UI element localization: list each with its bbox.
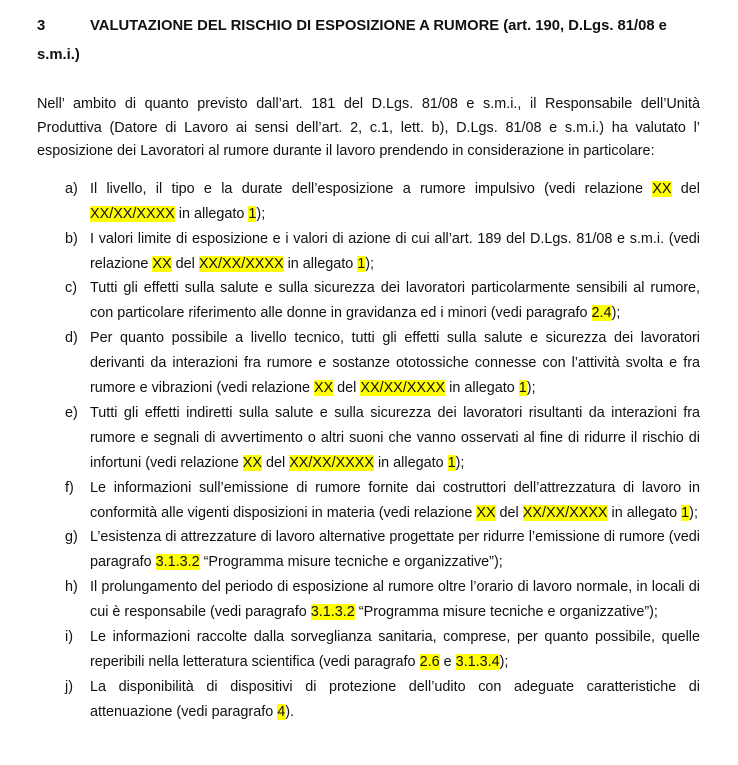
item-text	[90, 679, 700, 720]
text-segment: e	[439, 654, 456, 670]
text-segment: Il livello, il tipo e la durate dell’esposizione a rumore impulsivo (vedi relazione	[90, 180, 653, 197]
list-item	[37, 227, 700, 277]
item-text	[90, 330, 700, 396]
item-label: f)	[65, 479, 74, 496]
list-item	[37, 177, 700, 227]
highlighted-placeholder: XX/XX/XXXX	[198, 255, 284, 272]
list-item	[37, 326, 700, 401]
list-item	[37, 575, 700, 625]
text-segment: del	[333, 380, 361, 397]
highlighted-placeholder: 3.1.3.4	[455, 654, 500, 670]
highlighted-placeholder: 2.6	[419, 654, 440, 670]
text-segment: Le informazioni sull’emissione di rumore fornite dai costruttori dell’attrezzatura di lavoro in conformità alle vigenti disposizioni in materia (vedi relazione	[90, 479, 700, 521]
text-segment: Il prolungamento del periodo di esposizione al rumore oltre l’orario di lavoro normale, in locali di cui è responsabile (vedi paragrafo	[90, 579, 700, 621]
item-list	[37, 177, 700, 725]
text-segment: La disponibilità di dispositivi di protezione dell’udito con adeguate caratteristiche di attenuazione (vedi paragrafo	[90, 678, 700, 720]
item-text	[90, 231, 700, 272]
item-text	[90, 280, 700, 321]
text-segment: );	[611, 305, 621, 322]
section-title: VALUTAZIONE DEL RISCHIO DI ESPOSIZIONE A RUMORE (art. 190, D.Lgs. 81/08 e s.m.i.)	[37, 18, 667, 63]
list-item	[37, 675, 700, 725]
highlighted-placeholder: 2.4	[591, 305, 612, 322]
highlighted-placeholder: XX/XX/XXXX	[522, 504, 608, 521]
text-segment: Tutti gli effetti sulla salute e sulla sicurezza dei lavoratori particolarmente sensibili al rumore, con particolare riferimento alle donne in gravidanza ed i minori (vedi paragrafo	[90, 280, 700, 322]
item-text	[90, 181, 700, 222]
text-segment: in allegato	[283, 255, 358, 272]
text-segment: );	[499, 654, 509, 670]
item-label: e)	[65, 404, 78, 421]
highlighted-placeholder: 4	[277, 703, 286, 720]
item-label: i)	[65, 629, 73, 646]
item-text	[90, 480, 700, 521]
text-segment: “Programma misure tecniche e organizzative”);	[354, 604, 658, 621]
highlighted-placeholder: 1	[248, 205, 257, 222]
list-item	[37, 476, 700, 526]
text-segment: ).	[285, 703, 295, 720]
text-segment: );	[256, 205, 266, 222]
text-segment: in allegato	[174, 205, 249, 222]
highlighted-placeholder: 1	[518, 380, 527, 397]
text-segment: del	[261, 454, 290, 471]
text-segment: Tutti gli effetti indiretti sulla salute e sulla sicurezza dei lavoratori risultanti da interazioni fra rumore e segnali di avvertimento o altri suoni che vanno osservati al fine di ridurre il rischio di infortuni (vedi relazione	[90, 404, 700, 471]
list-item	[37, 276, 700, 326]
text-segment: Le informazioni raccolte dalla sorveglianza sanitaria, comprese, per quanto possibile, quelle reperibili nella letteratura scientifica (vedi paragrafo	[90, 629, 700, 670]
highlighted-placeholder: XX	[652, 180, 672, 197]
item-label: d)	[65, 330, 78, 347]
highlighted-placeholder: XX	[242, 454, 262, 471]
item-text	[90, 579, 700, 620]
section-number: 3	[37, 18, 46, 34]
highlighted-placeholder: XX	[152, 255, 172, 272]
text-segment: );	[455, 454, 465, 471]
text-segment: del	[171, 255, 199, 272]
highlighted-placeholder: 3.1.3.2	[310, 604, 355, 621]
text-segment: );	[526, 380, 536, 397]
item-text	[90, 405, 700, 471]
text-segment: “Programma misure tecniche e organizzative”);	[199, 554, 503, 571]
intro-paragraph: Nell’ ambito di quanto previsto dall’art. 181 del D.Lgs. 81/08 e s.m.i., il Responsabile dell’Unità Produttiva (Datore di Lavoro ai sensi dell’art. 2, c.1, lett. b), D.Lgs. 81/08 e s.m.i.) ha valutato l’ esposizione dei Lavoratori al rumore durante il lavoro prendendo in considerazione in particolare:	[37, 96, 700, 160]
item-text	[90, 529, 700, 570]
highlighted-placeholder: XX/XX/XXXX	[90, 205, 175, 222]
highlighted-placeholder: XX/XX/XXXX	[360, 380, 446, 397]
list-item	[37, 625, 700, 675]
text-segment: in allegato	[373, 454, 448, 471]
item-label: c)	[65, 280, 77, 297]
highlighted-placeholder: 1	[357, 255, 366, 272]
highlighted-placeholder: 1	[681, 504, 690, 521]
highlighted-placeholder: 3.1.3.2	[155, 554, 200, 571]
text-segment: );	[365, 255, 375, 272]
highlighted-placeholder: XX/XX/XXXX	[289, 454, 374, 471]
list-item	[37, 525, 700, 575]
text-segment: I valori limite di esposizione e i valori di azione di cui all’art. 189 del D.Lgs. 81/08 e s.m.i. (vedi relazione	[90, 230, 700, 272]
item-label: h)	[65, 579, 78, 596]
text-segment: Per quanto possibile a livello tecnico, tutti gli effetti sulla salute e sicurezza dei lavoratori derivanti da interazioni fra rumore e sostanze ototossiche connesse con l’attività svolta e fra rumore e vibrazioni (vedi relazione	[90, 330, 700, 397]
list-item	[37, 401, 700, 476]
item-label: b)	[65, 230, 78, 247]
highlighted-placeholder: XX	[476, 504, 496, 521]
item-label: j)	[65, 678, 73, 695]
item-label: g)	[65, 529, 78, 546]
item-label: a)	[65, 180, 78, 197]
text-segment: L’esistenza di attrezzature di lavoro alternative progettate per ridurre l’emissione di rumore (vedi paragrafo	[90, 529, 700, 571]
text-segment: in allegato	[607, 504, 682, 521]
text-segment: del	[495, 504, 523, 521]
item-text	[90, 629, 700, 670]
text-segment: );	[689, 504, 698, 521]
text-segment: del	[671, 180, 700, 197]
highlighted-placeholder: XX	[313, 380, 334, 397]
highlighted-placeholder: 1	[447, 454, 456, 471]
text-segment: in allegato	[445, 380, 519, 397]
section-heading	[37, 12, 700, 70]
